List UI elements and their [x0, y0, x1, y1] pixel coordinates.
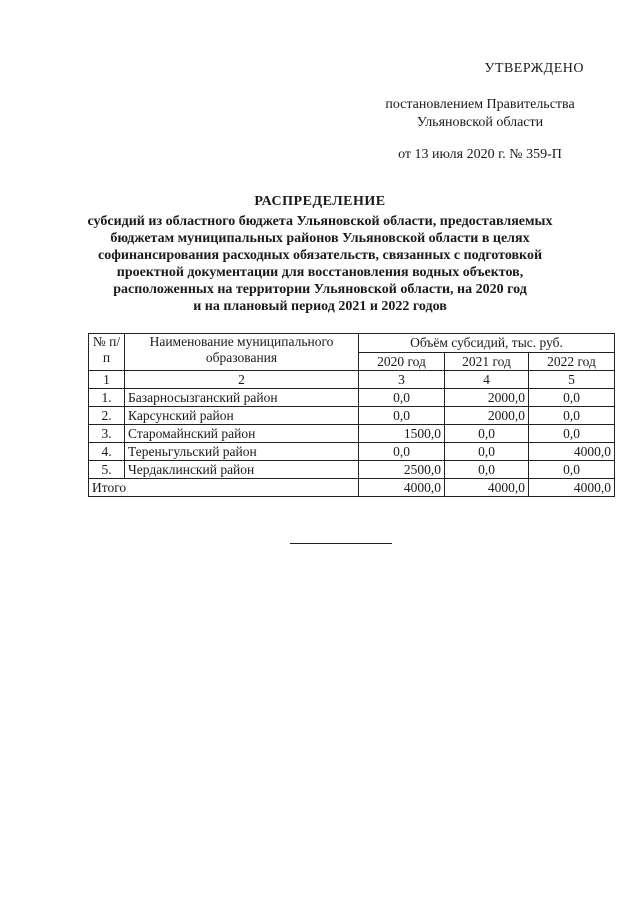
row-value-2020: 0,0: [359, 389, 445, 407]
row-value-2021: 0,0: [445, 443, 529, 461]
row-value-2022: 0,0: [529, 407, 615, 425]
document-title: [70, 193, 570, 315]
title-line: и на плановый период 2021 и 2022 годов: [193, 299, 447, 314]
row-name: Тереньгульский район: [125, 443, 359, 461]
row-num: 1.: [89, 389, 125, 407]
row-value-2020: 1500,0: [359, 425, 445, 443]
total-value-2022: 4000,0: [529, 479, 615, 497]
row-value-2021: 0,0: [445, 425, 529, 443]
approval-authority-line1: постановлением Правительства: [385, 97, 575, 112]
row-value-2021: 0,0: [445, 461, 529, 479]
table-row: [89, 425, 615, 443]
table-row: [89, 407, 615, 425]
row-value-2020: 0,0: [359, 443, 445, 461]
approval-stamp: УТВЕРЖДЕНО: [484, 61, 584, 76]
title-line: софинансирования расходных обязательств, связанных с подготовкой: [97, 248, 543, 263]
column-number: 4: [445, 371, 529, 389]
column-number: 3: [359, 371, 445, 389]
row-value-2020: 0,0: [359, 407, 445, 425]
approval-authority-line2: Ульяновской области: [416, 115, 544, 130]
approval-authority: [360, 96, 600, 132]
row-value-2021: 2000,0: [445, 389, 529, 407]
header-year-2022: 2022 год: [529, 352, 615, 371]
row-name: Старомайнский район: [125, 425, 359, 443]
row-value-2022: 0,0: [529, 389, 615, 407]
table-row: [89, 461, 615, 479]
row-value-2021: 2000,0: [445, 407, 529, 425]
row-value-2020: 2500,0: [359, 461, 445, 479]
title-line: бюджетам муниципальных районов Ульяновской области в целях: [110, 231, 530, 246]
distribution-table: [88, 333, 615, 497]
total-value-2020: 4000,0: [359, 479, 445, 497]
total-row: [89, 479, 615, 497]
column-number: 2: [125, 371, 359, 389]
title-line: расположенных на территории Ульяновской области, на 2020 год: [113, 282, 527, 297]
table-row: [89, 443, 615, 461]
header-year-2021: 2021 год: [445, 352, 529, 371]
title-line: субсидий из областного бюджета Ульяновской области, предоставляемых: [87, 214, 553, 229]
approval-date: от 13 июля 2020 г. № 359-П: [398, 147, 562, 162]
row-num: 3.: [89, 425, 125, 443]
row-value-2022: 0,0: [529, 461, 615, 479]
row-name: Чердаклинский район: [125, 461, 359, 479]
row-num: 4.: [89, 443, 125, 461]
total-value-2021: 4000,0: [445, 479, 529, 497]
column-number-row: [89, 371, 615, 389]
column-number: 1: [89, 371, 125, 389]
row-num: 5.: [89, 461, 125, 479]
row-value-2022: 0,0: [529, 425, 615, 443]
title-line: проектной документации для восстановления водных объектов,: [116, 265, 524, 280]
row-value-2022: 4000,0: [529, 443, 615, 461]
total-label: Итого: [89, 479, 359, 497]
header-num: № п/п: [89, 334, 125, 371]
title-heading: РАСПРЕДЕЛЕНИЕ: [254, 194, 386, 209]
table-row: [89, 389, 615, 407]
header-year-2020: 2020 год: [359, 352, 445, 371]
header-name: Наименование муниципального образования: [125, 334, 359, 371]
row-name: Базарносызганский район: [125, 389, 359, 407]
table-header-row: [89, 334, 615, 353]
row-num: 2.: [89, 407, 125, 425]
end-divider: [290, 543, 392, 544]
row-name: Карсунский район: [125, 407, 359, 425]
column-number: 5: [529, 371, 615, 389]
header-volume: Объём субсидий, тыс. руб.: [359, 334, 615, 353]
